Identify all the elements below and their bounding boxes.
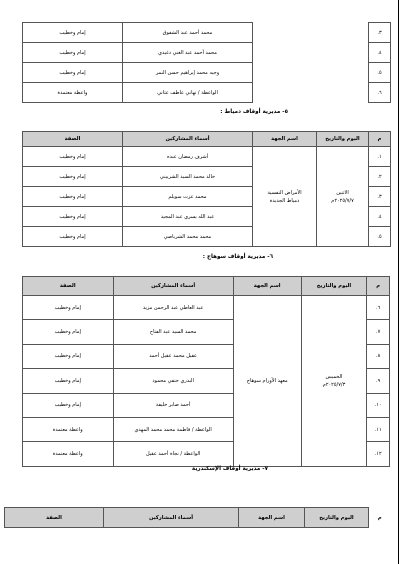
- header-date: اليوم والتاريخ: [305, 508, 369, 528]
- empty-cell: [253, 23, 317, 43]
- participant-role: إمام وخطيب: [23, 296, 114, 320]
- participant-name: عبد الله يسري عبد المجيد: [123, 207, 253, 227]
- participant-name: محمد محمد الشرباصي: [123, 227, 253, 247]
- table-row: [23, 83, 391, 103]
- header-date: اليوم والتاريخ: [317, 132, 369, 147]
- empty-cell: [317, 43, 369, 63]
- entity-line-1: الأمراض النفسية: [267, 189, 302, 196]
- participant-name: خالد محمد السيد الشربيني: [123, 167, 253, 187]
- table-row: [23, 23, 391, 43]
- participant-name: محمد السيد عبد الفتاح: [113, 320, 233, 344]
- participant-name: وجيه محمد إبراهيم حسن النمر: [123, 63, 253, 83]
- table-row: [23, 296, 390, 320]
- participant-role: إمام وخطيب: [23, 344, 114, 368]
- empty-cell: [317, 63, 369, 83]
- empty-cell: [253, 83, 317, 103]
- row-number: ٧.: [367, 320, 390, 344]
- sohag-table: [22, 276, 390, 467]
- page-edge-line: [398, 0, 399, 564]
- participant-name: عبد العاطي عبد الرحمن مزيد: [113, 296, 233, 320]
- row-number: ٩.: [367, 369, 390, 393]
- participant-role: إمام وخطيب: [23, 147, 123, 167]
- previous-directorate-table: [22, 22, 391, 103]
- participant-role: إمام وخطيب: [23, 369, 114, 393]
- section-title-sohag: ٦- مديرية أوقاف سوهاج :: [202, 254, 273, 260]
- row-number: ١٢.: [367, 442, 390, 466]
- empty-cell: [317, 83, 369, 103]
- participant-role: إمام وخطيب: [23, 23, 123, 43]
- visit-day: الاثنين: [336, 189, 349, 196]
- participant-role: إمام وخطيب: [23, 227, 123, 247]
- participant-name: الواعظة / تهاني عاطف عثاني: [123, 83, 253, 103]
- participant-name: محمد عزت سويلم: [123, 187, 253, 207]
- header-participants: أسماء المشاركين: [104, 508, 239, 528]
- header-entity: اسم الجهة: [253, 132, 317, 147]
- participant-name: محمد أحمد عبد الغني دغيدي: [123, 43, 253, 63]
- table-row: [23, 63, 391, 83]
- participant-name: محمد أحمد عبد الشفوق: [123, 23, 253, 43]
- header-role: الصفة: [23, 277, 114, 296]
- participant-name: الواعظة / فاطمة محمد محمد المهدي: [113, 417, 233, 441]
- table-row: [23, 43, 391, 63]
- visit-date-value: ٢٠٢٥/٧/٧م: [331, 197, 354, 204]
- row-number: ٦.: [369, 83, 391, 103]
- header-num: م: [369, 132, 391, 147]
- damietta-table: [22, 131, 391, 247]
- visit-day: الخميس: [325, 373, 343, 380]
- row-number: ٤.: [369, 207, 391, 227]
- row-number: ١١.: [367, 417, 390, 441]
- section-title-damietta: ٥- مديرية أوقاف دمياط :: [220, 109, 288, 115]
- empty-cell: [253, 63, 317, 83]
- header-role: الصفة: [23, 132, 123, 147]
- header-num: م: [377, 514, 382, 521]
- visit-date-value: ٢٠٢٥/٧/٣م: [322, 381, 346, 388]
- participant-role: واعظة معتمدة: [23, 442, 114, 466]
- header-participants: أسماء المشاركين: [123, 132, 253, 147]
- section-title-alexandria: ٧- مديرية أوقاف الإسكندرية: [191, 466, 268, 472]
- participant-name: أحمد صابر خليفة: [113, 393, 233, 417]
- participant-name: الواعظة / نجاة أحمد عقيل: [113, 442, 233, 466]
- header-entity: اسم الجهة: [233, 277, 301, 296]
- participant-role: واعظة معتمدة: [23, 417, 114, 441]
- visit-date: [317, 147, 369, 247]
- row-number: ٢.: [369, 167, 391, 187]
- header-role: الصفة: [5, 508, 104, 528]
- row-number: ٨.: [367, 344, 390, 368]
- row-number: ٦.: [367, 296, 390, 320]
- entity-name: [253, 147, 317, 247]
- participant-role: إمام وخطيب: [23, 320, 114, 344]
- empty-cell: [317, 23, 369, 43]
- participant-role: إمام وخطيب: [23, 167, 123, 187]
- participant-name: عقيل محمد عقيل أحمد: [113, 344, 233, 368]
- participant-role: إمام وخطيب: [23, 207, 123, 227]
- participant-role: واعظة معتمدة: [23, 83, 123, 103]
- empty-cell: [253, 43, 317, 63]
- row-number: ٣.: [369, 23, 391, 43]
- participant-role: إمام وخطيب: [23, 187, 123, 207]
- row-number: ٤.: [369, 43, 391, 63]
- participant-name: البدري حنفي محمود: [113, 369, 233, 393]
- alexandria-table: [4, 507, 391, 528]
- header-participants: أسماء المشاركين: [113, 277, 233, 296]
- row-number: ١.: [369, 147, 391, 167]
- entity-line-2: دمياط الجديدة: [269, 197, 300, 204]
- row-number: ٥.: [369, 63, 391, 83]
- header-date: اليوم والتاريخ: [301, 277, 367, 296]
- header-entity: اسم الجهة: [239, 508, 305, 528]
- row-number: ٥.: [369, 227, 391, 247]
- participant-name: أشرف رمضان عبده: [123, 147, 253, 167]
- table-row: [23, 147, 391, 167]
- participant-role: إمام وخطيب: [23, 393, 114, 417]
- visit-date: [301, 296, 367, 467]
- header-num: م: [367, 277, 390, 296]
- row-number: ١٠.: [367, 393, 390, 417]
- row-number: ٣.: [369, 187, 391, 207]
- entity-name: معهد الأورام سوهاج: [233, 296, 301, 467]
- participant-role: إمام وخطيب: [23, 63, 123, 83]
- participant-role: إمام وخطيب: [23, 43, 123, 63]
